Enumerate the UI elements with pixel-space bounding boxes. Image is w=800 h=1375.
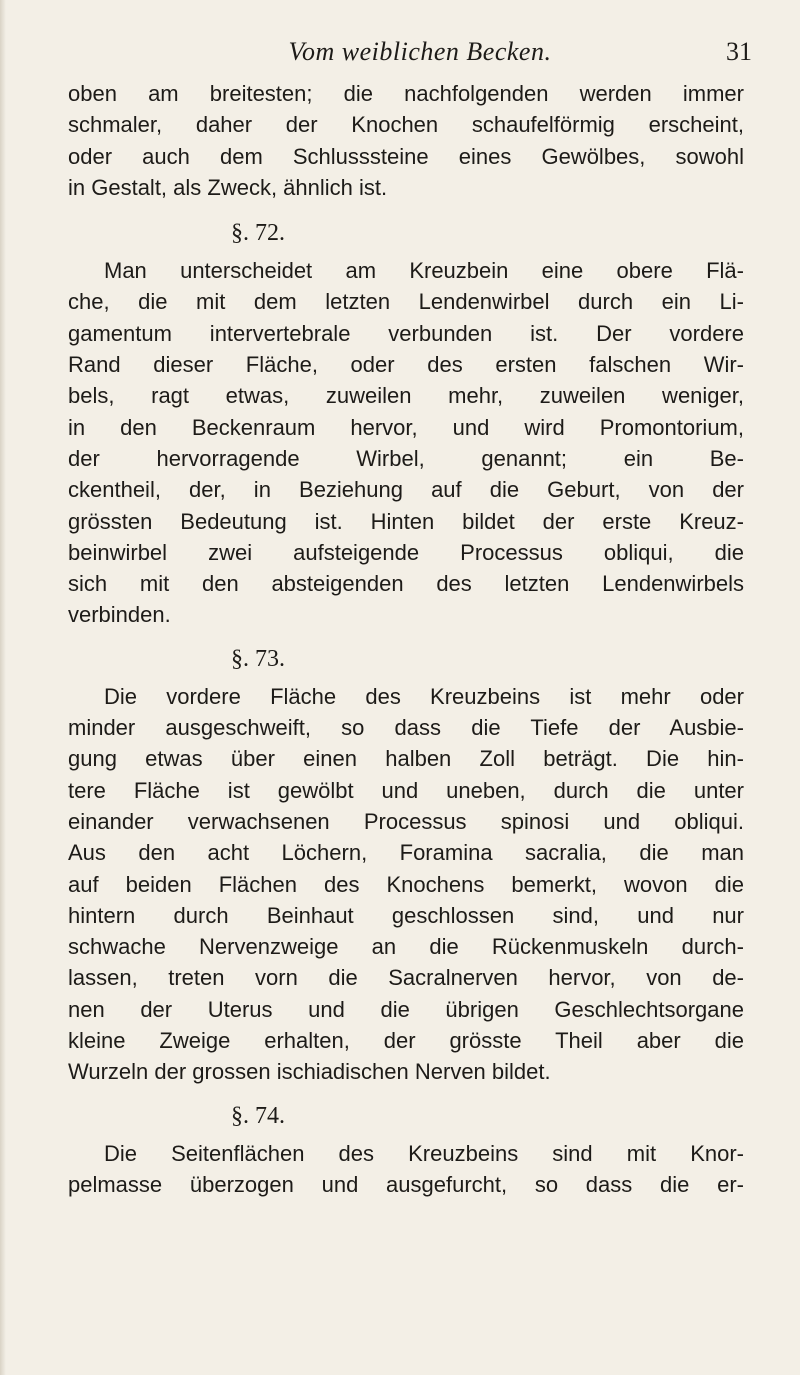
text-line: nen der Uterus und die übrigen Geschlechtsorgane: [68, 996, 744, 1022]
page-binding-edge: [0, 0, 6, 1375]
section-heading: §. 73.: [231, 645, 285, 672]
text-line: grössten Bedeutung ist. Hinten bildet der erste Kreuz-: [68, 508, 744, 534]
text-line: schmaler, daher der Knochen schaufelförmig erscheint,: [68, 112, 744, 138]
section-72: [68, 213, 744, 631]
text-line: auf beiden Flächen des Knochens bemerkt, wovon die: [68, 871, 744, 897]
text-line: oder auch dem Schlusssteine eines Gewölbes, sowohl: [68, 143, 744, 169]
section-74: [68, 1096, 744, 1201]
text-line: beinwirbel zwei aufsteigende Processus obliqui, die: [68, 539, 744, 565]
running-header: [0, 32, 800, 72]
text-line: tere Fläche ist gewölbt und uneben, durch die unter: [68, 777, 744, 803]
text-line: einander verwachsenen Processus spinosi und obliqui.: [68, 808, 744, 834]
page-number: 31: [726, 37, 752, 66]
section-73: [68, 639, 744, 1088]
text-line: in Gestalt, als Zweck, ähnlich ist.: [68, 174, 388, 200]
text-line: Die Seitenflächen des Kreuzbeins sind mit Knor-: [104, 1140, 744, 1166]
text-line: sich mit den absteigenden des letzten Lendenwirbels: [68, 571, 744, 597]
text-line: hintern durch Beinhaut geschlossen sind, und nur: [68, 902, 744, 928]
text-line: oben am breitesten; die nachfolgenden werden immer: [68, 81, 744, 106]
text-line: Aus den acht Löchern, Foramina sacralia, die man: [68, 840, 744, 866]
text-line: ckentheil, der, in Beziehung auf die Geburt, von der: [68, 477, 744, 503]
section-heading: §. 74.: [231, 1102, 285, 1129]
text-line: bels, ragt etwas, zuweilen mehr, zuweilen weniger,: [68, 383, 744, 409]
text-line: verbinden.: [68, 602, 171, 628]
text-line: Wurzeln der grossen ischiadischen Nerven bildet.: [68, 1059, 551, 1085]
text-line: lassen, treten vorn die Sacralnerven hervor, von de-: [68, 965, 744, 991]
running-title: Vom weiblichen Becken.: [288, 37, 552, 66]
text-line: che, die mit dem letzten Lendenwirbel durch ein Li-: [68, 289, 744, 315]
body-text: [68, 78, 744, 1200]
text-line: Die vordere Fläche des Kreuzbeins ist mehr oder: [104, 683, 744, 709]
text-line: minder ausgeschweift, so dass die Tiefe der Ausbie-: [68, 715, 744, 741]
text-line: Rand dieser Fläche, oder des ersten falschen Wir-: [68, 352, 744, 378]
text-line: der hervorragende Wirbel, genannt; ein Be-: [68, 445, 744, 471]
text-line: gamentum intervertebrale verbunden ist. Der vordere: [68, 320, 744, 346]
text-line: kleine Zweige erhalten, der grösste Theil aber die: [68, 1028, 744, 1054]
text-line: Man unterscheidet am Kreuzbein eine obere Flä-: [104, 258, 744, 284]
text-line: gung etwas über einen halben Zoll beträgt. Die hin-: [68, 746, 744, 772]
text-line: in den Beckenraum hervor, und wird Promontorium,: [68, 414, 744, 440]
paragraph-continuation: [68, 78, 744, 203]
text-line: pelmasse überzogen und ausgefurcht, so dass die er-: [68, 1171, 744, 1197]
section-heading: §. 72.: [231, 220, 285, 247]
text-line: schwache Nervenzweige an die Rückenmuskeln durch-: [68, 934, 744, 960]
